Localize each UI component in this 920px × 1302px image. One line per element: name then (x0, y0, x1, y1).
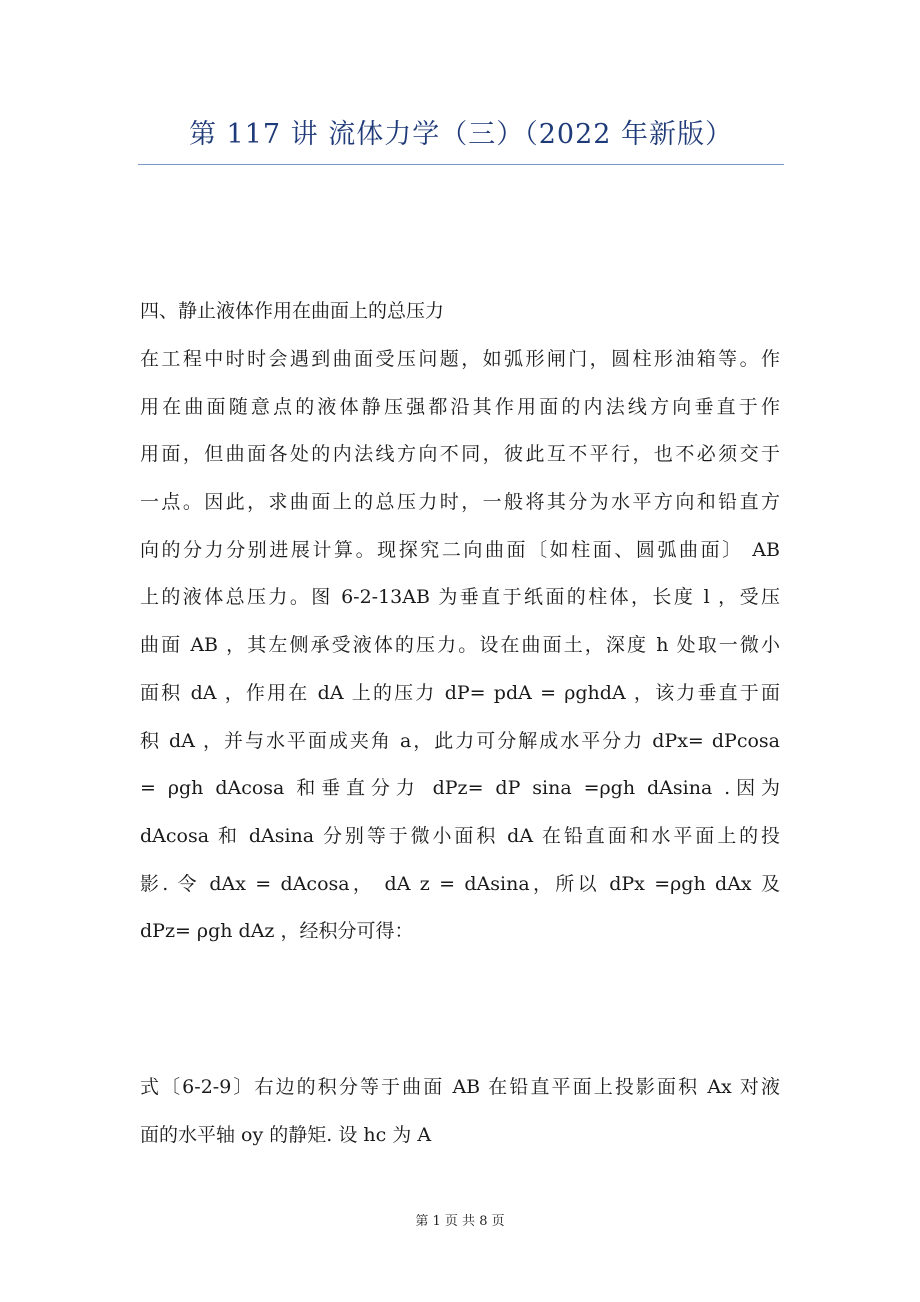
paragraph-line: 在工程中时时会遇到曲面受压问题，如弧形闸门，圆柱形油箱等。作 (140, 348, 780, 370)
paragraph-1 (140, 336, 780, 956)
paragraph-line: dAcosa 和 dAsina 分别等于微小面积 dA 在铅直面和水平面上的投 (140, 824, 780, 847)
paragraph-2 (140, 1064, 780, 1159)
title-underline (138, 164, 784, 165)
paragraph-line: 面积 dA ，作用在 dA 上的压力 dP= pdA = ρghdA ，该力垂直于面 (140, 681, 780, 704)
paragraph-line: 曲面 AB ，其左侧承受液体的压力。设在曲面土，深度 h 处取一微小 (140, 634, 780, 657)
paragraph-line: 影. 令 dAx = dAcosa， dA z = dAsina，所以 dPx =ρgh dAx 及 (140, 872, 780, 895)
paragraph-line: 一点。因此，求曲面上的总压力时，一般将其分为水平方向和铅直方 (140, 491, 780, 514)
paragraph-line: 向的分力分别进展计算。现探究二向曲面〔如柱面、圆弧曲面〕 AB (140, 538, 780, 561)
page-footer: 第 1 页 共 8 页 (415, 1214, 505, 1229)
paragraph-line: 积 dA ，并与水平面成夹角 a，此力可分解成水平分力 dPx= dPcosa (140, 729, 780, 752)
paragraph-line: 用面，但曲面各处的内法线方向不同，彼此互不平行，也不必须交于 (140, 443, 780, 466)
paragraph-line: 式〔6-2-9〕右边的积分等于曲面 AB 在铅直平面上投影面积 Ax 对液 (140, 1076, 780, 1098)
paragraph-line: dPz= ρgh dAz ，经积分可得： (140, 920, 414, 943)
paragraph-line: = ρgh dAcosa 和垂直分力 dPz= dP sina =ρgh dAsina .因为 (140, 777, 780, 800)
paragraph-line: 用在曲面随意点的液体静压强都沿其作用面的内法线方向垂直于作 (140, 395, 780, 418)
paragraph-line: 上的液体总压力。图 6-2-13AB 为垂直于纸面的柱体，长度 l ，受压 (140, 586, 780, 609)
paragraph-line: 面的水平轴 oy 的静矩. 设 hc 为 A (140, 1123, 432, 1146)
section-heading: 四、静止液体作用在曲面上的总压力 (140, 300, 445, 322)
document-title: 第 117 讲 流体力学（三）（2022 年新版） (188, 119, 734, 150)
